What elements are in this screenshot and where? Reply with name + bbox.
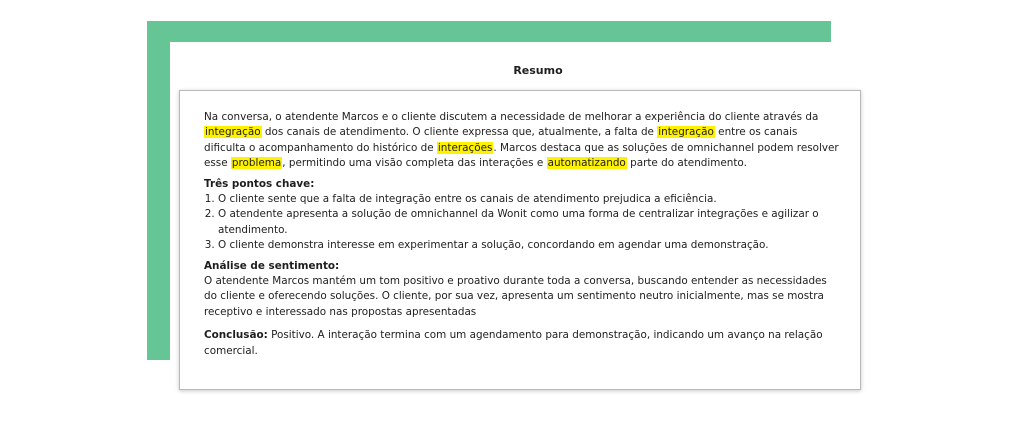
conclusion-paragraph (204, 328, 842, 359)
highlighted-term: interações (437, 141, 493, 154)
intro-text-segment: dos canais de atendimento. O cliente expressa que, atualmente, a falta de (261, 126, 658, 139)
summary-title: Resumo (513, 64, 563, 77)
key-points-list (204, 192, 842, 254)
highlighted-term: integração (658, 126, 714, 139)
key-point-item: 1. O cliente sente que a falta de integração entre os canais de atendimento prejudica a eficiência. (218, 192, 842, 207)
key-point-item: 2. O atendente apresenta a solução de omnichannel da Wonit como uma forma de centralizar integrações e agilizar o atendimento. (218, 207, 842, 238)
intro-text-segment: parte do atendimento. (626, 157, 747, 170)
conclusion-text: Positivo. A interação termina com um agendamento para demonstração, indicando um avanço na relação comercial. (204, 329, 823, 357)
sentiment-heading: Análise de sentimento: (204, 259, 340, 272)
highlighted-term: integração (205, 126, 261, 139)
key-point-item: 3. O cliente demonstra interesse em experimentar a solução, concordando em agendar uma demonstração. (218, 238, 842, 253)
sentiment-text: O atendente Marcos mantém um tom positivo e proativo durante toda a conversa, buscando entender as necessidades do cliente e oferecendo soluções. O cliente, por sua vez, apresenta um sentimento neutro inicialmente, mas se mostra receptivo e interessado nas propostas apresentadas (204, 275, 827, 318)
conclusion-label: Conclusão: (204, 329, 268, 342)
intro-text-segment: Na conversa, o atendente Marcos e o cliente discutem a necessidade de melhorar a experiência do cliente através da (204, 111, 819, 123)
highlighted-term: problema (231, 157, 282, 170)
key-points-heading: Três pontos chave: (204, 177, 315, 190)
intro-text-segment: , permitindo uma visão completa das interações e (282, 157, 547, 170)
summary-box (179, 90, 861, 390)
intro-text-segment: . Marcos destaca que as soluções de omnichannel podem resolver esse (204, 141, 839, 170)
intro-text-segment: entre os canais dificulta o acompanhamento do histórico de (204, 126, 798, 154)
intro-paragraph (204, 110, 842, 172)
highlighted-term: automatizando (547, 157, 626, 170)
